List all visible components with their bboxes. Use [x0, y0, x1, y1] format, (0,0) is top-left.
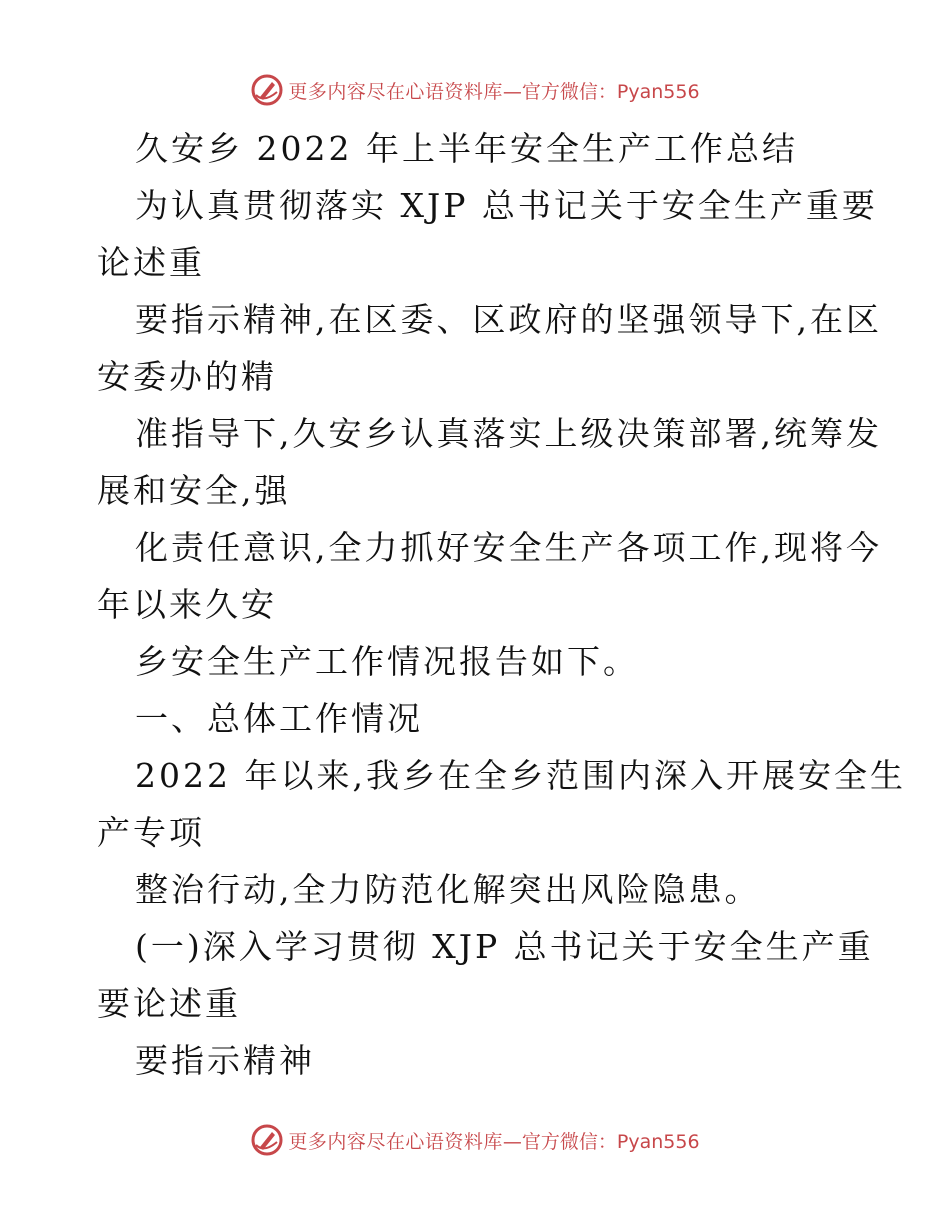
text-line: 久安乡 2022 年上半年安全生产工作总结: [135, 129, 798, 168]
watermark-text: 更多内容尽在心语资料库: [288, 1130, 503, 1153]
document-body: [97, 120, 906, 1089]
pen-logo-icon: [250, 1123, 284, 1157]
watermark-contact: —官方微信：Pyan556: [502, 1130, 700, 1153]
pen-logo-icon: [250, 73, 284, 107]
text-line: 要论述重: [97, 984, 241, 1023]
watermark-contact: —官方微信：Pyan556: [502, 80, 700, 103]
text-line: 准指导下,久安乡认真落实上级决策部署,统筹发: [135, 414, 882, 453]
text-line: 展和安全,强: [97, 471, 291, 510]
watermark-banner-top: [0, 70, 950, 110]
text-line: 安委办的精: [97, 357, 277, 396]
text-line: 化责任意识,全力抓好安全生产各项工作,现将今: [135, 528, 882, 567]
text-line: 为认真贯彻落实 XJP 总书记关于安全生产重要: [135, 186, 878, 225]
text-line: 要指示精神,在区委、区政府的坚强领导下,在区: [135, 300, 882, 339]
text-line: 论述重: [97, 243, 205, 282]
text-line: 产专项: [97, 813, 205, 852]
watermark-banner-bottom: [0, 1120, 950, 1160]
text-line: 2022 年以来,我乡在全乡范围内深入开展安全生: [135, 756, 906, 795]
text-line: 年以来久安: [97, 585, 277, 624]
text-line: 一、总体工作情况: [135, 699, 423, 738]
text-line: 乡安全生产工作情况报告如下。: [135, 642, 639, 681]
text-line: 要指示精神: [135, 1041, 315, 1080]
text-line: 整治行动,全力防范化解突出风险隐患。: [135, 870, 761, 909]
text-line: (一)深入学习贯彻 XJP 总书记关于安全生产重: [135, 927, 874, 966]
watermark-text: 更多内容尽在心语资料库: [288, 80, 503, 103]
